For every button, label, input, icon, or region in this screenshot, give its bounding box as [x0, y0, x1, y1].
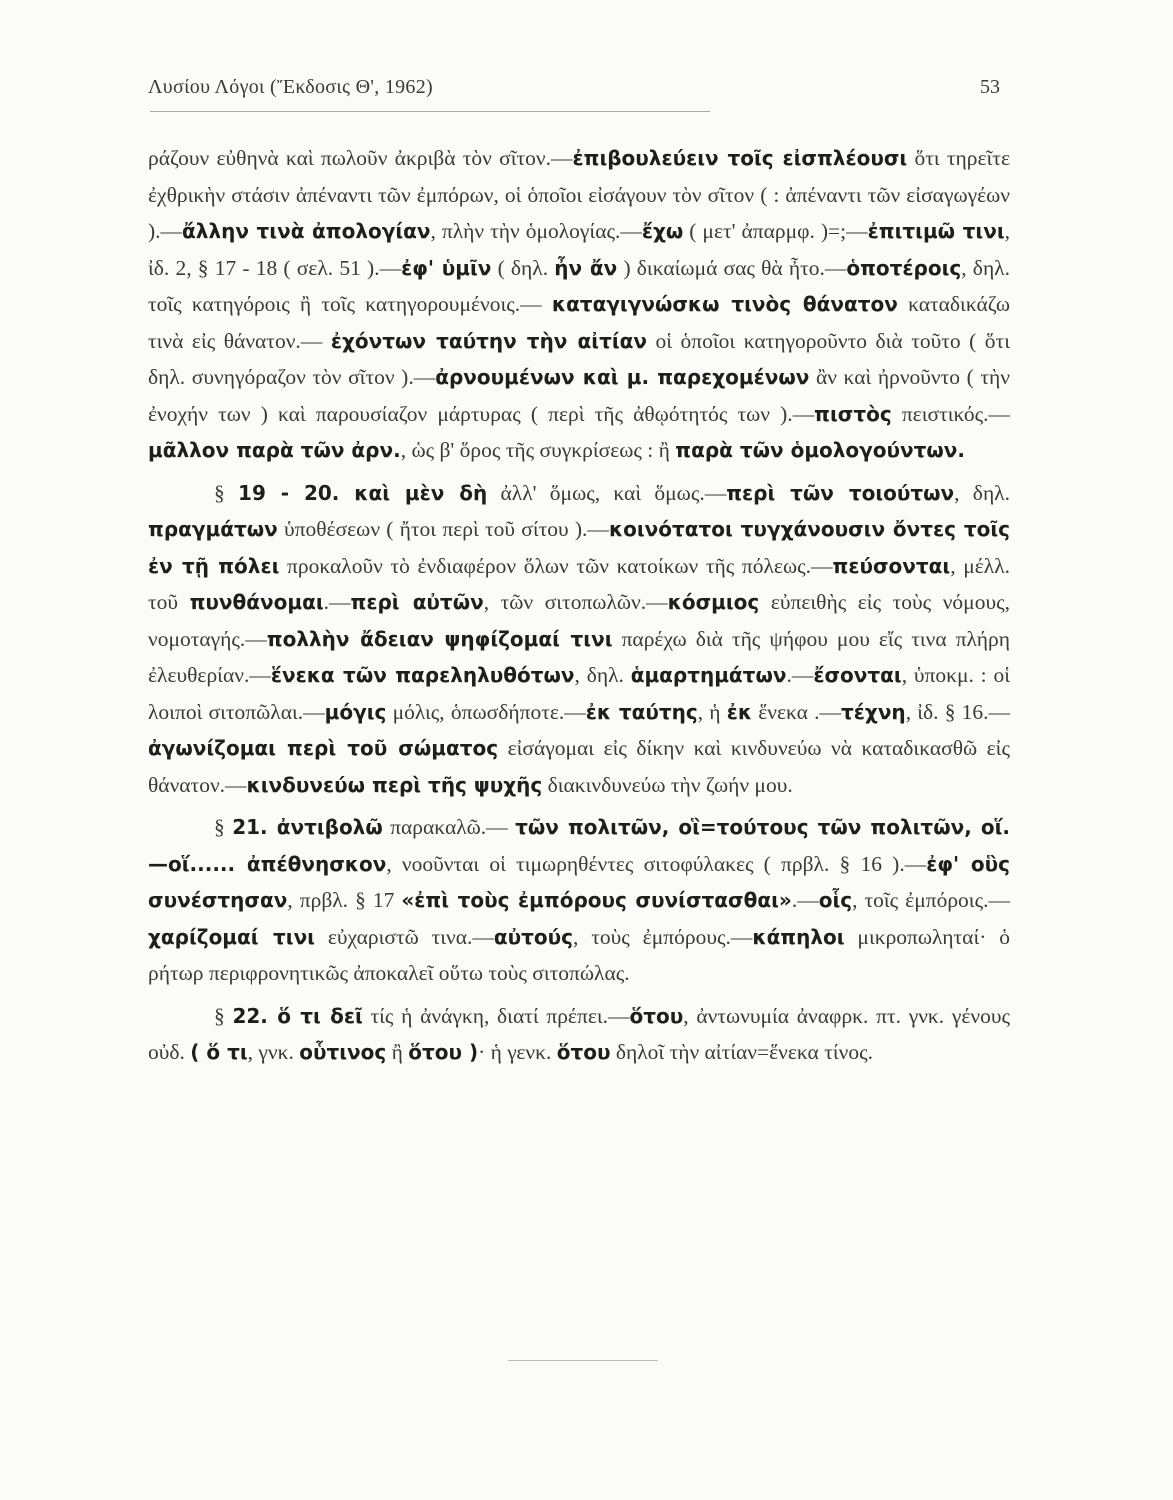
gloss-text: εὐπειθὴς εἰς τοὺς νόμους, νομοταγής.— [148, 590, 1010, 651]
gloss-text: ἢ [386, 1040, 409, 1064]
lemma-term: μόγις [324, 699, 387, 724]
gloss-text: § [214, 1003, 233, 1028]
gloss-text: προκαλοῦν τὸ ἐνδιαφέρον ὅλων τῶν κατοίκων τῆς πόλεως.— [279, 553, 833, 578]
gloss-text: , ἰδ. 2, § 17 - 18 ( σελ. 51 ).— [148, 219, 1010, 280]
gloss-text: μόλις, ὁπωσδήποτε.— [386, 699, 586, 724]
lemma-term: 21. ἀντιβολῶ [232, 815, 383, 839]
gloss-text: εὐχαριστῶ τινα.— [314, 924, 494, 949]
commentary-paragraph [148, 809, 1010, 992]
gloss-text: ράζουν εὐθηνὰ καὶ πωλοῦν ἀκριβὰ τὸν σῖτον.— [148, 146, 573, 170]
lemma-term: ἔσονται [813, 663, 902, 687]
gloss-text: , τοῖς ἐμπόροις.— [852, 888, 1010, 912]
lemma-term: πολλὴν ἄδειαν ψηφίζομαί τινι [266, 626, 613, 651]
lemma-term: ἐπιτιμῶ τινι [867, 219, 1005, 243]
commentary-body [148, 140, 1010, 1071]
gloss-text: ἕνεκα .— [752, 699, 842, 724]
gloss-text: , τῶν σιτοπωλῶν.— [483, 590, 668, 614]
lemma-term: «ἐπὶ τοὺς ἐμπόρους συνίστασθαι» [401, 888, 792, 912]
gloss-text: τίς ἡ ἀνάγκη, διατί πρέπει.— [362, 1003, 630, 1028]
gloss-text: · ἡ γενκ. [478, 1040, 557, 1064]
gloss-text: εἰσάγομαι εἰς δίκην καὶ κινδυνεύω νὰ καταδικασθῶ εἰς θάνατον.— [148, 736, 1010, 797]
lemma-term: κοινότατοι τυγχάνουσιν ὄντες τοῖς ἐν τῇ πόλει [148, 517, 1010, 578]
commentary-paragraph [148, 998, 1010, 1071]
gloss-text: .— [786, 663, 814, 687]
gloss-text: καταδικάζω τινὰ εἰς θάνατον.— [148, 292, 1010, 353]
lemma-term: ἔχω [641, 219, 684, 243]
gloss-text: ἂν καὶ ἠρνοῦντο ( τὴν ἐνοχήν των ) καὶ παρουσίαζον μάρτυρας ( περὶ τῆς ἀθῳότητός των ).— [148, 365, 1011, 426]
gloss-text: μικροπωληταί· ὁ ρήτωρ περιφρονητικῶς ἀποκαλεῖ οὕτω τοὺς σιτοπώλας. [148, 924, 1010, 985]
lemma-term: χαρίζομαί τινι [148, 924, 315, 949]
lemma-term: ἀγωνίζομαι περὶ τοῦ σώματος [148, 736, 499, 760]
commentary-paragraph [148, 475, 1010, 804]
gloss-text: , ἰδ. § 16.— [905, 699, 1011, 724]
gloss-text: ὅτι τηρεῖτε ἐχθρικὴν στάσιν ἀπέναντι τῶν ἐμπόρων, οἱ ὁποῖοι εἰσάγουν τὸν σῖτον ( : ἀπέναντι τῶν εἰσαγωγέων ).— [148, 146, 1010, 243]
lemma-term: πυνθάνομαι [189, 590, 324, 614]
running-title: Λυσίου Λόγοι (Ἔκδοσις Θ', 1962) [148, 76, 433, 98]
lemma-term: κινδυνεύω περὶ τῆς ψυχῆς [246, 772, 543, 797]
lemma-term: περὶ αὐτῶν [350, 590, 484, 614]
gloss-text: , δηλ. [574, 663, 631, 687]
lemma-term: τέχνη [841, 699, 906, 724]
lemma-term: ὁποτέροις [846, 255, 962, 280]
gloss-text: .— [791, 888, 819, 912]
lemma-term: πιστὸς [814, 401, 892, 426]
lemma-term: ἐχόντων ταύτην τὴν αἰτίαν [330, 328, 647, 353]
lemma-term: περὶ τῶν τοιούτων [726, 480, 955, 505]
lemma-term: παρὰ τῶν ὁμολογούντων. [675, 438, 966, 462]
gloss-text: ( μετ' ἀπαρμφ. )=;— [683, 219, 868, 243]
lemma-term: ἐκ ταύτης [585, 699, 698, 724]
lemma-term: τῶν πολιτῶν, οἳ=τούτους τῶν πολιτῶν, οἵ.—οἵ...... ἀπέθνησκον [148, 815, 1010, 876]
page-number: 53 [980, 76, 1000, 98]
running-header [148, 66, 1018, 106]
gloss-text: παρέχω διὰ τῆς ψήφου μου εἴς τινα πλήρη ἐλευθερίαν.— [148, 626, 1010, 687]
lemma-term: οὗτινος [299, 1040, 387, 1064]
gloss-text: οἱ ὁποῖοι κατηγοροῦντο διὰ τοῦτο ( ὅτι δηλ. συνηγόραζον τὸν σῖτον ).— [148, 328, 1010, 389]
gloss-text: , δηλ. τοῖς κατηγόροις ἢ τοῖς κατηγορουμένοις.— [148, 255, 1010, 316]
lemma-term: ὅτου [629, 1003, 684, 1028]
gloss-text: , πλὴν τὴν ὁμολογίας.— [430, 219, 642, 243]
gloss-text: , νοοῦνται οἱ τιμωρηθέντες σιτοφύλακες ( πρβλ. § 16 ).— [386, 851, 927, 876]
gloss-text: παρακαλῶ.— [382, 815, 516, 839]
gloss-text: δηλοῖ τὴν αἰτίαν=ἕνεκα τίνος. [610, 1040, 873, 1064]
gloss-text: § [214, 815, 233, 839]
lemma-term: κάπηλοι [752, 924, 845, 949]
lemma-term: 22. ὅ τι δεῖ [232, 1003, 363, 1028]
lemma-term: πεύσονται [832, 553, 951, 578]
gloss-text: , ἀντωνυμία ἀναφρκ. πτ. γνκ. γένους οὐδ. [148, 1003, 1010, 1064]
lemma-term: ἐκ [726, 699, 753, 724]
lemma-term: ἦν ἄν [554, 255, 618, 280]
gloss-text: .— [323, 590, 351, 614]
lemma-term: 19 - 20. καὶ μὲν δὴ [238, 480, 488, 505]
lemma-term: ἁμαρτημάτων [630, 663, 787, 687]
gloss-text: ἀλλ' ὅμως, καὶ ὅμως.— [487, 480, 727, 505]
gloss-text: ( δηλ. [491, 255, 555, 280]
lemma-term: ἐπιβουλεύειν τοῖς εἰσπλέουσι [572, 146, 908, 170]
lemma-term: ἀρνουμένων καὶ μ. παρεχομένων [435, 365, 810, 389]
gloss-text: § [214, 480, 239, 505]
lemma-term: οἷς [818, 888, 853, 912]
lemma-term: κόσμιος [667, 590, 760, 614]
gloss-text: πειστικός.— [891, 401, 1010, 426]
gloss-text: , τοὺς ἐμπόρους.— [573, 924, 753, 949]
lemma-term: καταγιγνώσκω τινὸς θάνατον [551, 292, 898, 316]
lemma-term: ἐφ' ὑμῖν [401, 255, 492, 280]
gloss-text: , πρβλ. § 17 [287, 888, 402, 912]
gloss-text: , μέλλ. τοῦ [148, 553, 1011, 614]
lemma-term: πραγμάτων [148, 517, 278, 541]
lemma-term: ἐφ' οὓς συνέστησαν [148, 851, 1011, 912]
gloss-text: , ὑποκμ. : οἱ λοιποὶ σιτοπῶλαι.— [148, 663, 1010, 724]
lemma-term: ἕνεκα τῶν παρεληλυθότων [270, 663, 575, 687]
gloss-text: διακινδυνεύω τὴν ζωήν μου. [542, 772, 793, 797]
gloss-text: ) δικαίωμά σας θὰ ἦτο.— [617, 255, 847, 280]
lemma-term: ὅτου ) [408, 1040, 479, 1064]
header-rule [150, 111, 710, 112]
footer-rule [508, 1360, 658, 1361]
lemma-term: αὐτούς [493, 924, 574, 949]
lemma-term: μᾶλλον παρὰ τῶν ἀρν. [148, 438, 401, 462]
lemma-term: ἄλλην τινὰ ἀπολογίαν [182, 219, 431, 243]
gloss-text: , ὡς β' ὅρος τῆς συγκρίσεως : ἢ [400, 438, 676, 462]
lemma-term: ( ὅ τι [190, 1040, 248, 1064]
gloss-text: ὑποθέσεων ( ἤτοι περὶ τοῦ σίτου ).— [277, 517, 609, 541]
lemma-term: ὅτου [556, 1040, 611, 1064]
gloss-text: , δηλ. [954, 480, 1010, 505]
gloss-text: , γνκ. [247, 1040, 300, 1064]
commentary-paragraph [148, 140, 1010, 469]
gloss-text: , ἡ [697, 699, 727, 724]
